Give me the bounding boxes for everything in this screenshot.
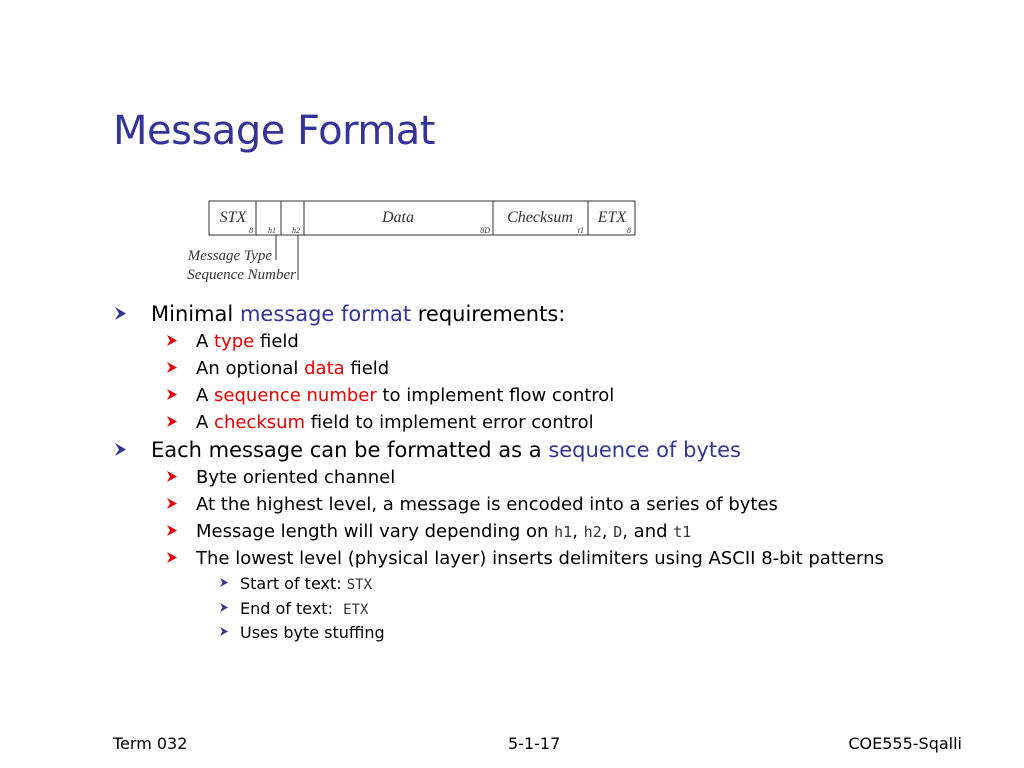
bullet-highlight: sequence of bytes <box>548 438 741 462</box>
bullet-highlight: checksum <box>214 412 306 433</box>
arrow-bullet-icon <box>166 334 178 347</box>
arrow-bullet-icon <box>166 415 178 428</box>
field-h1-size: h1 <box>268 226 276 235</box>
sub-bullet-item <box>112 518 992 545</box>
bullet-list <box>112 300 992 646</box>
bullet-text: End of text: <box>240 598 344 618</box>
field-etx-size: 8 <box>627 226 631 235</box>
arrow-bullet-icon <box>166 497 178 510</box>
sub-bullet-item <box>112 382 992 409</box>
code-t1: t1 <box>673 523 692 541</box>
field-checksum-label: Checksum <box>507 209 573 226</box>
sub-bullet-item <box>112 328 992 355</box>
field-data-label: Data <box>382 209 414 226</box>
bullet-text: field to implement error control <box>305 412 594 433</box>
separator: , <box>572 521 584 542</box>
arrow-bullet-icon <box>166 524 178 537</box>
caption-sequence-number: Sequence Number <box>187 267 296 283</box>
separator: , and <box>622 521 674 542</box>
arrow-bullet-icon <box>166 470 178 483</box>
bullet-item <box>112 300 992 328</box>
sub-bullet-item <box>112 464 992 491</box>
sub-sub-bullet-item <box>112 621 992 646</box>
footer-term: Term 032 <box>113 734 188 753</box>
arrow-bullet-icon <box>219 577 229 588</box>
sub-sub-bullet-item <box>112 572 992 597</box>
bullet-highlight: message format <box>239 302 412 326</box>
bullet-text: requirements: <box>411 302 566 326</box>
field-etx-label: ETX <box>597 209 627 226</box>
bullet-highlight: type <box>214 331 255 352</box>
arrow-bullet-icon <box>114 442 128 457</box>
field-h2-size: h2 <box>292 226 300 235</box>
code-h2: h2 <box>583 523 602 541</box>
bullet-text: An optional <box>196 358 305 379</box>
code-etx: ETX <box>343 601 369 618</box>
code-d: D <box>613 523 623 541</box>
arrow-bullet-icon <box>166 551 178 564</box>
bullet-text: Minimal <box>151 302 240 326</box>
sub-bullet-item <box>112 409 992 436</box>
bullet-text: Message length will vary depending on <box>196 521 555 542</box>
arrow-bullet-icon <box>219 626 229 637</box>
separator: , <box>601 521 614 542</box>
bullet-text: Uses byte stuffing <box>240 623 385 642</box>
caption-message-type: Message Type <box>187 248 272 264</box>
field-stx-label: STX <box>219 209 247 226</box>
sub-bullet-item <box>112 545 992 572</box>
field-data-size: 8D <box>480 226 490 235</box>
bullet-text: A <box>196 331 215 352</box>
code-h1: h1 <box>554 523 573 541</box>
bullet-text: At the highest level, a message is encoded into a series of bytes <box>196 494 778 515</box>
bullet-item <box>112 436 992 464</box>
arrow-bullet-icon <box>219 602 229 613</box>
sub-sub-bullet-item <box>112 597 992 622</box>
bullet-text: A <box>196 385 215 406</box>
bullet-text: Start of text: <box>240 574 347 593</box>
bullet-text: Byte oriented channel <box>196 467 396 488</box>
slide-title: Message Format <box>113 108 435 154</box>
bullet-text: The lowest level (physical layer) inserts delimiters using ASCII 8-bit patterns <box>196 548 884 569</box>
bullet-highlight: data <box>304 358 345 379</box>
bullet-text: field <box>344 358 390 379</box>
bullet-text: Each message can be formatted as a <box>151 438 549 462</box>
field-checksum-size: t1 <box>577 226 584 235</box>
sub-bullet-item <box>112 491 992 518</box>
arrow-bullet-icon <box>114 306 128 321</box>
arrow-bullet-icon <box>166 388 178 401</box>
field-stx-size: 8 <box>249 226 253 235</box>
code-stx: STX <box>346 577 373 593</box>
message-format-diagram <box>0 0 1024 300</box>
sub-bullet-item <box>112 355 992 382</box>
bullet-text: to implement flow control <box>376 385 615 406</box>
bullet-text: field <box>254 331 299 352</box>
bullet-text: A <box>196 412 215 433</box>
footer-page-number: 5-1-17 <box>508 734 561 753</box>
bullet-highlight: sequence number <box>214 385 377 406</box>
footer-course: COE555-Sqalli <box>848 734 962 753</box>
arrow-bullet-icon <box>166 361 178 374</box>
